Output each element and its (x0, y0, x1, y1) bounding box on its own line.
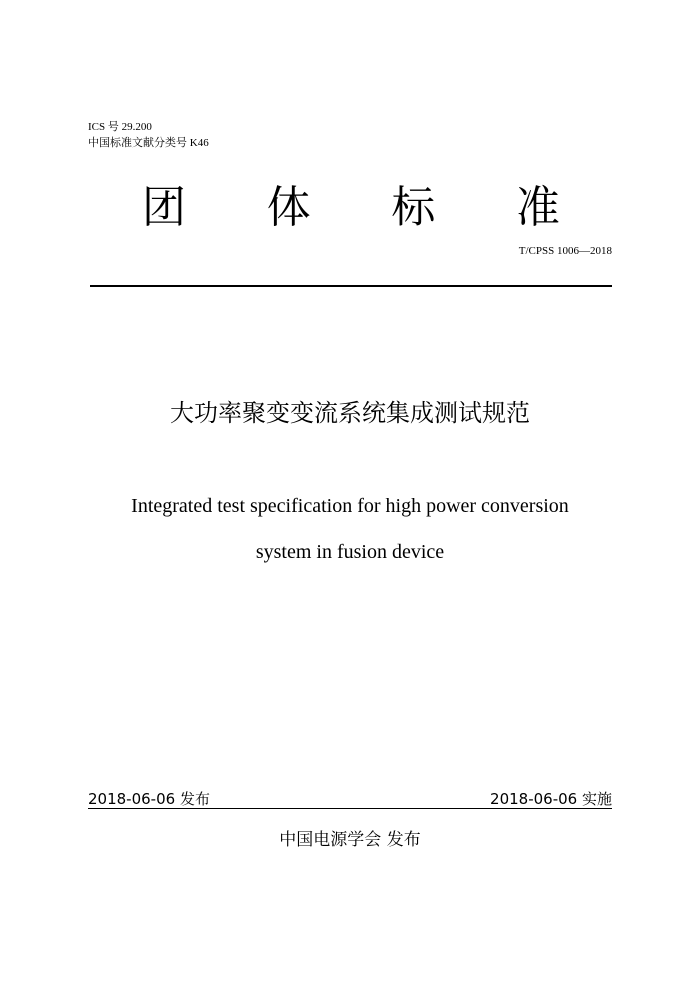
standard-type-heading (88, 178, 612, 238)
header-divider (90, 285, 612, 287)
document-title-english-line-2: system in fusion device (255, 541, 445, 563)
document-title-chinese: 大功率聚变变流系统集成测试规范 (170, 399, 530, 427)
heading-char-4: 准 (515, 182, 560, 233)
publish-date: 2018-06-06 发布 (88, 790, 210, 808)
footer-divider (88, 808, 612, 809)
standard-number: T/CPSS 1006—2018 (518, 245, 612, 257)
heading-char-1: 团 (142, 182, 186, 233)
ics-number: ICS 号 29.200 (88, 121, 152, 133)
cn-classification-number: 中国标准文献分类号 K46 (88, 137, 209, 149)
heading-char-3: 标 (391, 182, 436, 233)
classification-header (88, 119, 209, 151)
heading-char-2: 体 (266, 182, 311, 233)
effective-date: 2018-06-06 实施 (490, 790, 612, 808)
document-title-english-line-1: Integrated test specification for high power conversion (131, 495, 569, 517)
publisher: 中国电源学会 发布 (279, 830, 421, 850)
